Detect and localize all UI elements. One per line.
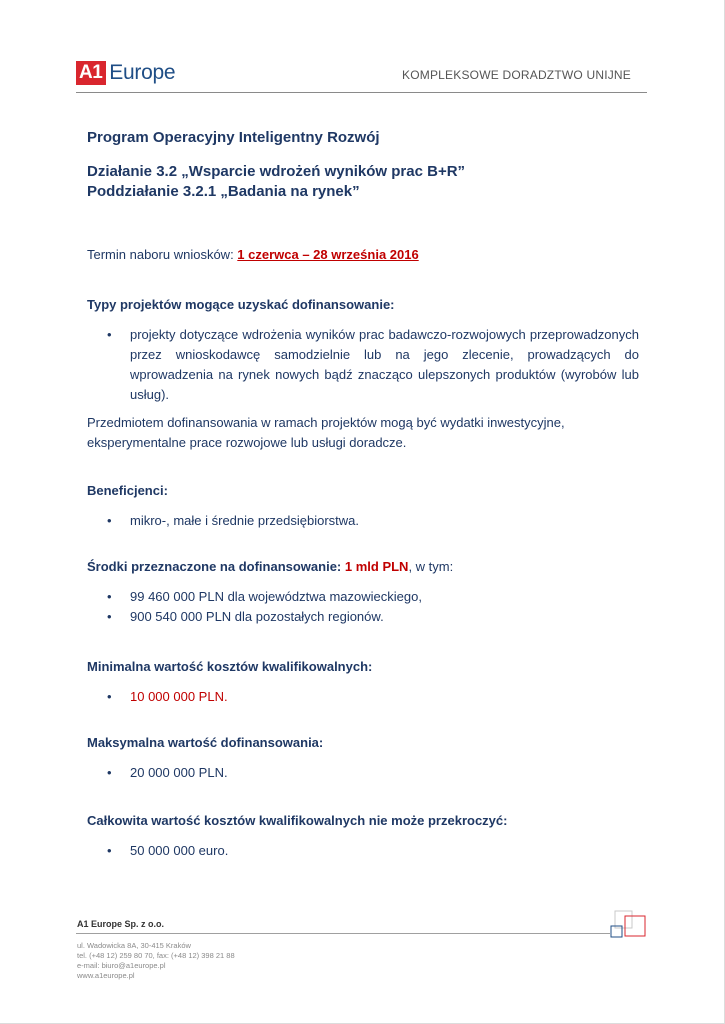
header-tagline: KOMPLEKSOWE DORADZTWO UNIJNE — [402, 68, 631, 82]
footer-company-name: A1 Europe Sp. z o.o. — [77, 919, 165, 929]
a1-europe-logo — [76, 61, 175, 85]
funds-list — [87, 587, 639, 627]
bullet-icon: • — [107, 513, 112, 528]
bullet-icon: • — [107, 609, 112, 624]
funds-suffix: , w tym: — [408, 559, 454, 574]
document-body — [87, 128, 639, 861]
project-types-heading: Typy projektów mogące uzyskać dofinansowanie: — [87, 297, 395, 312]
footer-divider — [76, 933, 610, 934]
logo-a1-mark: A1 — [76, 61, 106, 85]
logo-europe-text: Europe — [109, 61, 176, 84]
list-item: • 50 000 000 euro. — [87, 841, 639, 861]
bullet-icon: • — [107, 843, 112, 858]
bullet-icon: • — [107, 765, 112, 780]
bullet-icon: • — [107, 589, 112, 604]
bullet-icon: • — [107, 689, 112, 704]
min-costs-list — [87, 687, 639, 707]
list-item: • projekty dotyczące wdrożenia wyników prac badawczo-rozwojowych przeprowadzonych przez wnioskodawcę samodzielnie lub na jego zlecenie, prowadzących do wprowadzenia na rynek nowych bądź znacząco ulepszonych produktów (wyrobów lub usług). — [107, 327, 639, 402]
header-divider — [76, 92, 647, 93]
footer-email: e-mail: biuro@a1europe.pl — [77, 961, 166, 970]
footer-address: ul. Wadowicka 8A, 30-415 Kraków — [77, 941, 191, 950]
min-costs-heading: Minimalna wartość kosztów kwalifikowalnych: — [87, 659, 373, 674]
list-item: • 900 540 000 PLN dla pozostałych regionów. — [87, 607, 639, 627]
action-title: Działanie 3.2 „Wsparcie wdrożeń wyników prac B+R” — [87, 163, 466, 180]
funds-heading: Środki przeznaczone na dofinansowanie: — [87, 559, 345, 574]
deadline-value: 1 czerwca – 28 września 2016 — [237, 247, 419, 262]
beneficiaries-heading: Beneficjenci: — [87, 483, 168, 498]
total-costs-list — [87, 841, 639, 861]
max-funding-list — [87, 763, 639, 783]
footer-contact — [77, 941, 235, 981]
project-types-list — [87, 325, 639, 405]
funds-line — [87, 557, 639, 577]
footer-website: www.a1europe.pl — [77, 971, 135, 980]
deadline-line — [87, 245, 639, 265]
bullet-icon: • — [107, 327, 112, 342]
footer-squares-icon — [609, 910, 649, 940]
subaction-title: Poddziałanie 3.2.1 „Badania na rynek” — [87, 183, 360, 200]
list-item: • 20 000 000 PLN. — [87, 763, 639, 783]
beneficiaries-list — [87, 511, 639, 531]
list-item: • 99 460 000 PLN dla województwa mazowieckiego, — [87, 587, 639, 607]
footer-phone: tel. (+48 12) 259 80 70, fax: (+48 12) 398 21 88 — [77, 951, 235, 960]
max-funding-heading: Maksymalna wartość dofinansowania: — [87, 735, 324, 750]
total-costs-heading: Całkowita wartość kosztów kwalifikowalnych nie może przekroczyć: — [87, 813, 508, 828]
deadline-label: Termin naboru wniosków: — [87, 247, 238, 262]
project-types-note: Przedmiotem dofinansowania w ramach projektów mogą być wydatki inwestycyjne, eksperymentalne prace rozwojowe lub usługi doradcze. — [87, 415, 565, 450]
list-item: • mikro-, małe i średnie przedsiębiorstwa. — [87, 511, 639, 531]
funds-amount: 1 mld PLN — [344, 559, 409, 574]
program-title: Program Operacyjny Inteligentny Rozwój — [87, 129, 380, 146]
list-item: • 10 000 000 PLN. — [87, 687, 639, 707]
